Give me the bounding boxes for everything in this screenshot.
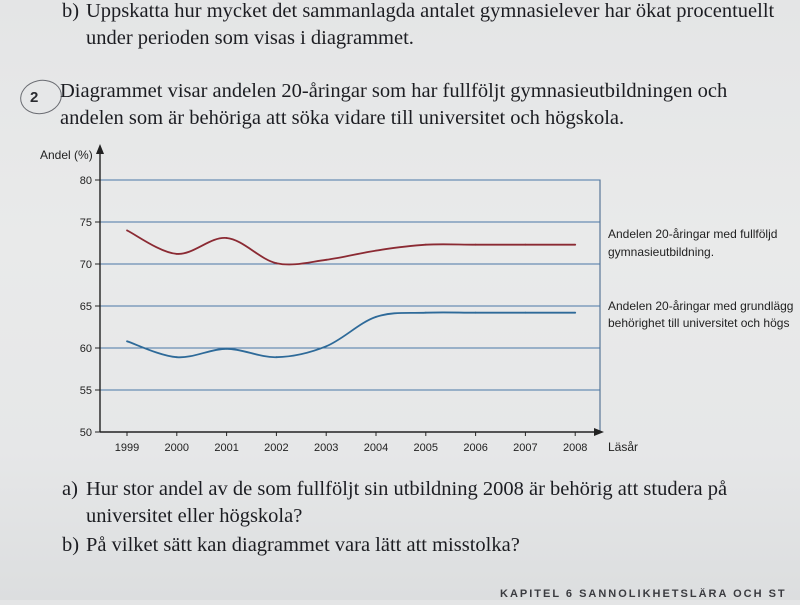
task-2-line2: andelen som är behöriga att söka vidare till universitet och högskola. [60,107,625,129]
question-a [62,476,800,530]
x-tick-label-2003: 2003 [313,442,339,454]
series-1-point-2007 [525,244,527,246]
y-tick-label-60: 60 [79,343,92,355]
series-1-point-2006 [475,244,477,246]
previous-task-line1: Uppskatta hur mycket det sammanlagda antalet gymnasielever har ökat procentuellt [86,0,775,22]
y-axis-label: Andel (%) [40,148,93,162]
x-tick-label-2005: 2005 [413,442,439,454]
series-lines [126,230,576,359]
question-b [62,532,800,559]
series-1-point-2004 [375,250,377,252]
question-a-line2: universitet eller högskola? [86,505,303,527]
series-2-point-2008 [574,312,576,314]
task-2-line1: Diagrammet visar andelen 20-åringar som har fullföljt gymnasieutbildningen och [60,80,728,102]
x-tick-label-2001: 2001 [214,442,239,454]
chapter-footer: KAPITEL 6 SANNOLIKHETSLÄRA OCH ST [500,588,787,600]
series-1-point-1999 [126,230,128,232]
axes [40,144,638,454]
x-axis-arrow-icon [594,428,604,436]
series-1-point-2008 [574,244,576,246]
x-axis-label: Läsår [608,440,639,454]
y-tick-label-55: 55 [79,385,92,397]
y-tick-label-50: 50 [79,427,92,439]
series-2-point-1999 [126,340,128,342]
y-ticks [80,175,100,439]
previous-task-line2: under perioden som visas i diagrammet. [86,27,414,49]
series-1-point-2001 [226,237,228,239]
line-labels [608,227,793,330]
question-a-line1: Hur stor andel av de som fullföljt sin utbildning 2008 är behörig att studera på [86,478,728,500]
gridlines [100,180,600,390]
y-axis-arrow-icon [96,144,104,154]
previous-task-letter: b) [62,0,80,22]
series-2-point-2007 [525,312,527,314]
series-1-point-2000 [176,253,178,255]
series-2-point-2001 [226,348,228,350]
task-number: 2 [30,89,39,106]
x-tick-label-2008: 2008 [562,442,588,454]
y-tick-label-70: 70 [79,259,92,271]
y-tick-label-75: 75 [79,217,92,229]
series-1-point-2002 [276,262,278,264]
question-b-letter: b) [62,534,80,556]
x-tick-label-2004: 2004 [363,442,389,454]
series-1-label-line1: Andelen 20-åringar med fullföljd [608,227,778,241]
series-2-point-2004 [375,316,377,318]
series-1-point-2003 [325,259,327,261]
x-tick-label-1999: 1999 [114,442,140,454]
x-ticks [115,432,588,454]
question-a-letter: a) [62,478,78,500]
series-2-point-2000 [176,356,178,358]
series-2-point-2005 [425,312,427,314]
series-2-point-2006 [475,312,477,314]
series-1-line [127,230,575,264]
series-1-point-2005 [425,244,427,246]
x-tick-label-2002: 2002 [264,442,289,454]
y-tick-label-80: 80 [79,175,92,187]
series-2-label-line1: Andelen 20-åringar med grundlägg [608,299,794,313]
y-tick-label-65: 65 [79,301,92,313]
series-2-label-line2: behörighet till universitet och högs [608,316,790,330]
series-2-line [127,312,575,357]
x-tick-label-2000: 2000 [164,442,190,454]
x-tick-label-2006: 2006 [463,442,488,454]
series-1-label-line2: gymnasieutbildning. [608,245,715,259]
series-2-point-2002 [276,356,278,358]
question-b-line1: På vilket sätt kan diagrammet vara lätt att misstolka? [86,534,520,556]
x-tick-label-2007: 2007 [513,442,538,454]
series-2-point-2003 [325,345,327,347]
